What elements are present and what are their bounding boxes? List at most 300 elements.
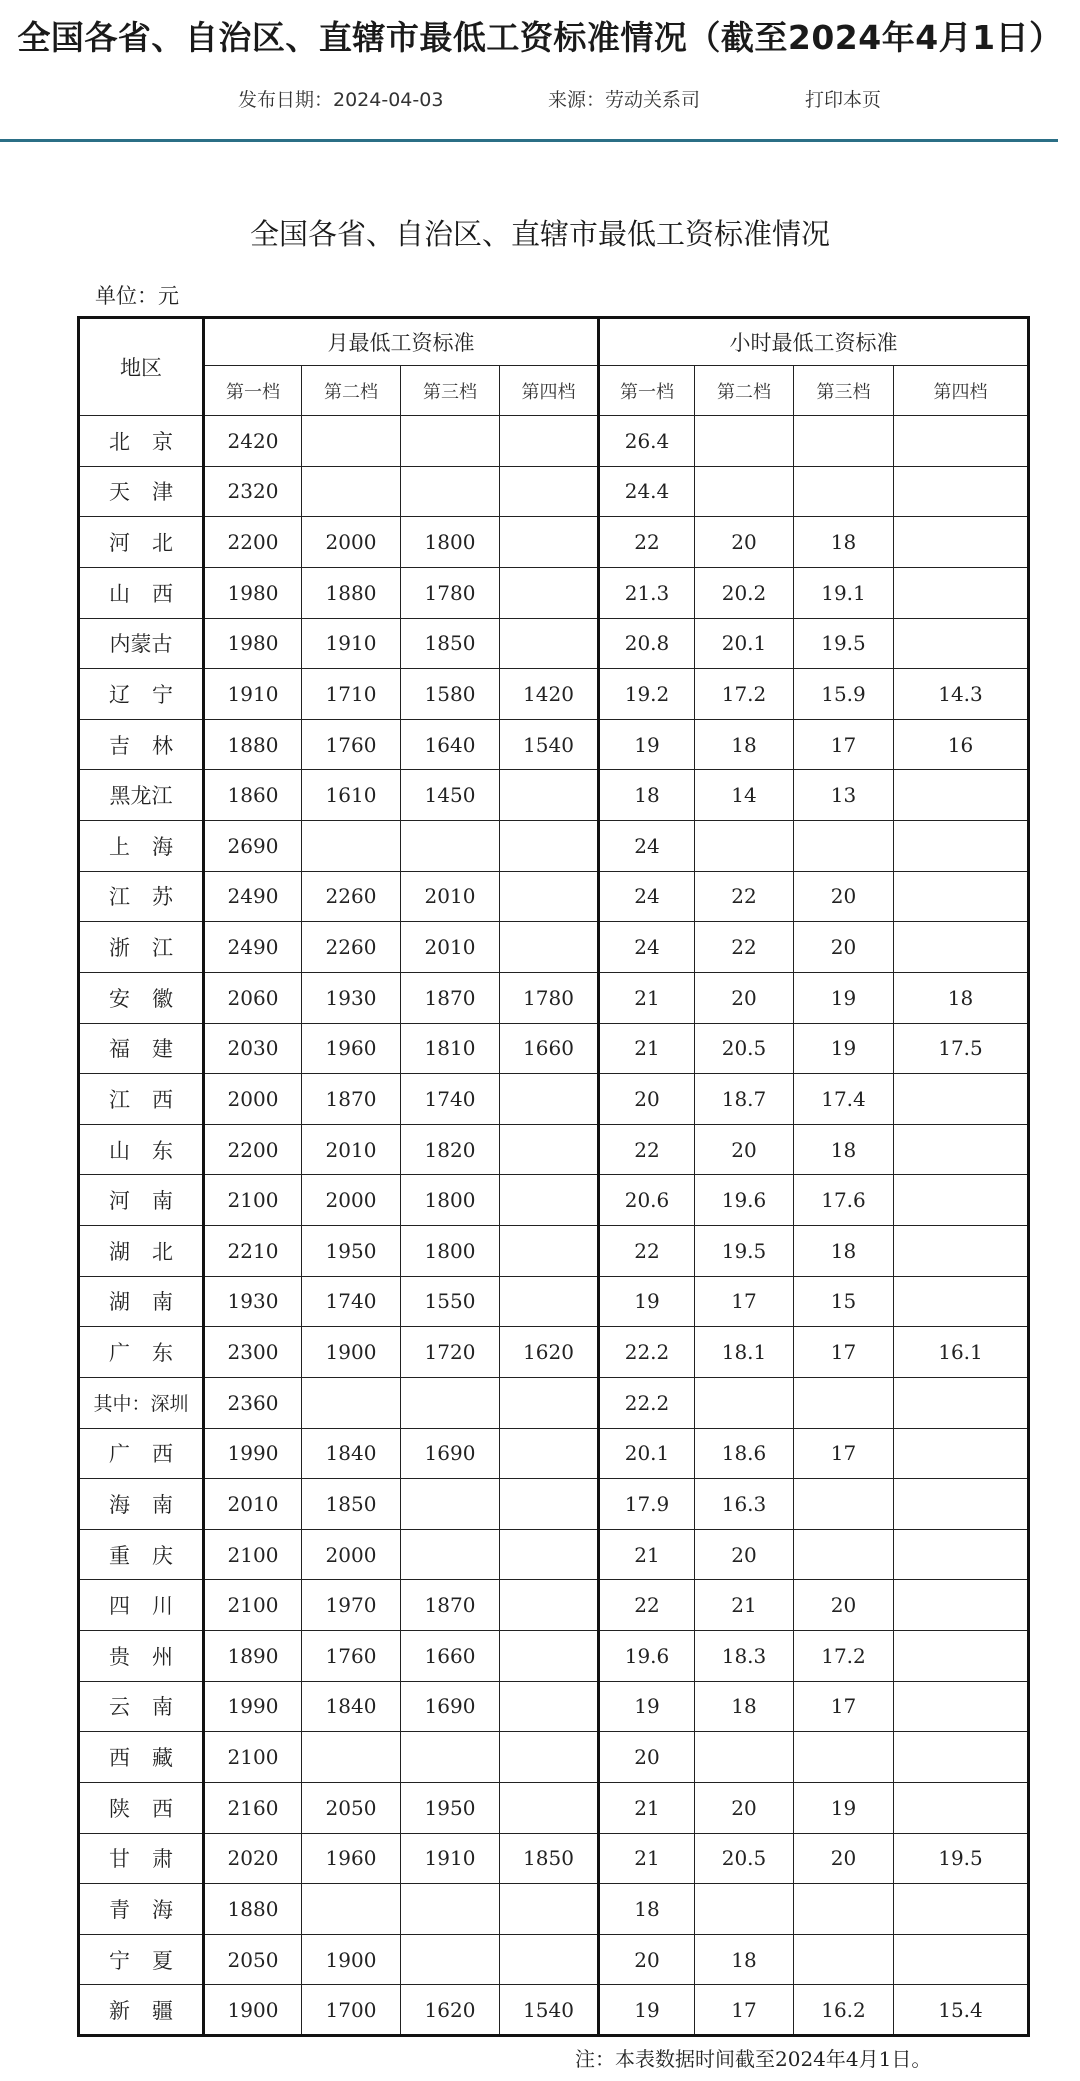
monthly-tier-4-cell xyxy=(500,1732,599,1783)
hourly-tier-1-cell: 18 xyxy=(599,770,695,821)
unit-label: 单位：元 xyxy=(95,284,179,308)
hourly-tier-2-cell: 19.6 xyxy=(695,1175,794,1226)
hourly-tier-4-cell xyxy=(894,1529,1029,1580)
monthly-tier-4-cell: 1660 xyxy=(500,1023,599,1074)
hourly-tier-3-cell xyxy=(794,1884,894,1935)
monthly-tier-1-cell: 1930 xyxy=(204,1276,302,1327)
hourly-tier-2-cell: 18 xyxy=(695,719,794,770)
monthly-tier-4-cell xyxy=(500,1782,599,1833)
hourly-tier-4-cell xyxy=(894,1276,1029,1327)
region-cell: 江苏 xyxy=(79,871,204,922)
monthly-tier-3-cell: 1800 xyxy=(401,517,500,568)
hourly-tier-2-cell: 18.7 xyxy=(695,1074,794,1125)
hourly-tier-2-cell: 20.5 xyxy=(695,1833,794,1884)
monthly-tier-2-cell xyxy=(302,821,401,872)
monthly-tier-4-cell xyxy=(500,1884,599,1935)
hourly-tier-2-cell: 20.5 xyxy=(695,1023,794,1074)
hourly-tier-4-cell xyxy=(894,821,1029,872)
monthly-tier-2-cell: 1910 xyxy=(302,618,401,669)
hourly-tier-3-cell: 18 xyxy=(794,1124,894,1175)
monthly-tier-4-header: 第四档 xyxy=(500,366,599,416)
hourly-tier-2-cell: 18.1 xyxy=(695,1327,794,1378)
hourly-tier-3-cell: 19.1 xyxy=(794,567,894,618)
region-column-header: 地区 xyxy=(79,318,204,416)
monthly-tier-2-cell: 2000 xyxy=(302,1175,401,1226)
region-cell: 广东 xyxy=(79,1327,204,1378)
monthly-tier-1-cell: 2100 xyxy=(204,1732,302,1783)
monthly-tier-4-cell xyxy=(500,466,599,517)
hourly-tier-4-cell xyxy=(894,1631,1029,1682)
hourly-tier-1-cell: 22.2 xyxy=(599,1377,695,1428)
monthly-tier-2-cell: 1840 xyxy=(302,1681,401,1732)
monthly-tier-3-cell: 1800 xyxy=(401,1175,500,1226)
hourly-tier-2-cell: 20 xyxy=(695,1529,794,1580)
monthly-tier-3-cell xyxy=(401,1732,500,1783)
hourly-tier-2-cell: 16.3 xyxy=(695,1479,794,1530)
monthly-tier-3-cell: 1550 xyxy=(401,1276,500,1327)
monthly-tier-4-cell xyxy=(500,821,599,872)
table-body xyxy=(79,416,1029,2036)
monthly-tier-2-cell: 1960 xyxy=(302,1023,401,1074)
region-cell: 安徽 xyxy=(79,972,204,1023)
hourly-tier-1-cell: 22 xyxy=(599,1226,695,1277)
monthly-tier-2-cell: 1930 xyxy=(302,972,401,1023)
monthly-tier-4-cell xyxy=(500,1934,599,1985)
monthly-tier-1-header: 第一档 xyxy=(204,366,302,416)
monthly-tier-2-cell: 1610 xyxy=(302,770,401,821)
monthly-tier-3-cell: 2010 xyxy=(401,922,500,973)
monthly-tier-2-cell xyxy=(302,1377,401,1428)
region-cell: 黑龙江 xyxy=(79,770,204,821)
table-row xyxy=(79,1327,1029,1378)
header-divider xyxy=(0,139,1058,142)
monthly-tier-2-cell: 1840 xyxy=(302,1428,401,1479)
hourly-tier-1-cell: 22 xyxy=(599,1124,695,1175)
monthly-tier-1-cell: 2420 xyxy=(204,416,302,467)
hourly-tier-2-cell: 20 xyxy=(695,1782,794,1833)
hourly-tier-4-cell xyxy=(894,1884,1029,1935)
hourly-tier-2-cell: 20 xyxy=(695,972,794,1023)
hourly-tier-4-cell xyxy=(894,1580,1029,1631)
monthly-tier-3-cell: 1850 xyxy=(401,618,500,669)
region-cell: 湖南 xyxy=(79,1276,204,1327)
monthly-tier-3-cell: 1780 xyxy=(401,567,500,618)
hourly-tier-1-cell: 20.8 xyxy=(599,618,695,669)
monthly-tier-3-cell: 1800 xyxy=(401,1226,500,1277)
monthly-tier-4-cell: 1540 xyxy=(500,1985,599,2036)
region-cell: 河南 xyxy=(79,1175,204,1226)
table-row xyxy=(79,1023,1029,1074)
page-title: 全国各省、自治区、直辖市最低工资标准情况（截至2024年4月1日） xyxy=(17,18,1063,57)
region-cell: 上海 xyxy=(79,821,204,872)
region-cell: 新疆 xyxy=(79,1985,204,2036)
region-cell: 其中：深圳 xyxy=(79,1377,204,1428)
hourly-tier-3-cell: 20 xyxy=(794,1833,894,1884)
table-row xyxy=(79,972,1029,1023)
hourly-tier-1-cell: 22 xyxy=(599,1580,695,1631)
monthly-tier-1-cell: 1880 xyxy=(204,1884,302,1935)
hourly-tier-2-cell: 19.5 xyxy=(695,1226,794,1277)
monthly-tier-1-cell: 1890 xyxy=(204,1631,302,1682)
monthly-tier-3-cell xyxy=(401,1884,500,1935)
region-cell: 宁夏 xyxy=(79,1934,204,1985)
hourly-tier-2-cell xyxy=(695,466,794,517)
publish-date: 发布日期：2024-04-03 xyxy=(238,89,444,111)
hourly-tier-3-cell: 17 xyxy=(794,1681,894,1732)
monthly-tier-1-cell: 1880 xyxy=(204,719,302,770)
region-cell: 云南 xyxy=(79,1681,204,1732)
hourly-tier-1-cell: 19.6 xyxy=(599,1631,695,1682)
hourly-tier-2-cell: 17 xyxy=(695,1985,794,2036)
hourly-tier-1-cell: 20 xyxy=(599,1732,695,1783)
hourly-tier-1-cell: 21 xyxy=(599,1023,695,1074)
hourly-tier-1-cell: 19 xyxy=(599,1681,695,1732)
hourly-tier-1-cell: 17.9 xyxy=(599,1479,695,1530)
hourly-tier-1-cell: 22.2 xyxy=(599,1327,695,1378)
hourly-tier-3-cell xyxy=(794,416,894,467)
hourly-tier-2-cell: 20 xyxy=(695,517,794,568)
print-page-link[interactable]: 打印本页 xyxy=(805,89,882,111)
region-cell: 贵州 xyxy=(79,1631,204,1682)
hourly-tier-4-cell xyxy=(894,770,1029,821)
monthly-tier-3-cell: 1910 xyxy=(401,1833,500,1884)
region-cell: 吉林 xyxy=(79,719,204,770)
monthly-tier-3-cell: 1450 xyxy=(401,770,500,821)
table-row xyxy=(79,1124,1029,1175)
hourly-tier-1-cell: 19 xyxy=(599,1985,695,2036)
hourly-tier-2-cell: 18 xyxy=(695,1934,794,1985)
monthly-tier-4-cell xyxy=(500,1580,599,1631)
monthly-tier-1-cell: 1900 xyxy=(204,1985,302,2036)
hourly-tier-4-cell xyxy=(894,1175,1029,1226)
monthly-tier-1-cell: 2010 xyxy=(204,1479,302,1530)
monthly-tier-1-cell: 2100 xyxy=(204,1175,302,1226)
hourly-tier-4-cell xyxy=(894,1782,1029,1833)
monthly-tier-1-cell: 2100 xyxy=(204,1529,302,1580)
hourly-tier-4-cell: 17.5 xyxy=(894,1023,1029,1074)
monthly-group-header: 月最低工资标准 xyxy=(204,318,599,366)
monthly-tier-1-cell: 2030 xyxy=(204,1023,302,1074)
hourly-tier-4-cell xyxy=(894,1934,1029,1985)
hourly-tier-3-cell: 20 xyxy=(794,922,894,973)
hourly-tier-1-cell: 21.3 xyxy=(599,567,695,618)
hourly-tier-1-cell: 21 xyxy=(599,972,695,1023)
hourly-tier-2-cell xyxy=(695,1884,794,1935)
header-row-groups xyxy=(79,318,1029,366)
table-row xyxy=(79,618,1029,669)
region-cell: 河北 xyxy=(79,517,204,568)
table-row xyxy=(79,517,1029,568)
hourly-tier-2-cell xyxy=(695,416,794,467)
region-cell: 内蒙古 xyxy=(79,618,204,669)
table-row xyxy=(79,1377,1029,1428)
monthly-tier-1-cell: 2050 xyxy=(204,1934,302,1985)
monthly-tier-4-cell: 1540 xyxy=(500,719,599,770)
monthly-tier-4-cell xyxy=(500,1631,599,1682)
monthly-tier-1-cell: 2300 xyxy=(204,1327,302,1378)
region-cell: 四川 xyxy=(79,1580,204,1631)
monthly-tier-3-cell xyxy=(401,1377,500,1428)
hourly-tier-2-cell xyxy=(695,821,794,872)
monthly-tier-3-cell: 1740 xyxy=(401,1074,500,1125)
monthly-tier-1-cell: 2160 xyxy=(204,1782,302,1833)
monthly-tier-1-cell: 2360 xyxy=(204,1377,302,1428)
monthly-tier-4-cell: 1780 xyxy=(500,972,599,1023)
region-cell: 山西 xyxy=(79,567,204,618)
table-row xyxy=(79,1681,1029,1732)
hourly-tier-2-cell: 21 xyxy=(695,1580,794,1631)
monthly-tier-4-cell xyxy=(500,922,599,973)
monthly-tier-3-cell xyxy=(401,416,500,467)
monthly-tier-4-cell xyxy=(500,517,599,568)
monthly-tier-2-cell: 1960 xyxy=(302,1833,401,1884)
hourly-tier-3-cell: 19 xyxy=(794,1023,894,1074)
monthly-tier-4-cell xyxy=(500,567,599,618)
region-cell: 湖北 xyxy=(79,1226,204,1277)
monthly-tier-2-cell: 1850 xyxy=(302,1479,401,1530)
monthly-tier-1-cell: 2060 xyxy=(204,972,302,1023)
monthly-tier-1-cell: 2200 xyxy=(204,517,302,568)
region-cell: 山东 xyxy=(79,1124,204,1175)
monthly-tier-3-cell: 1810 xyxy=(401,1023,500,1074)
monthly-tier-4-cell xyxy=(500,1529,599,1580)
hourly-tier-2-cell: 18.6 xyxy=(695,1428,794,1479)
table-row xyxy=(79,669,1029,720)
monthly-tier-1-cell: 2690 xyxy=(204,821,302,872)
monthly-tier-2-cell: 2000 xyxy=(302,517,401,568)
hourly-tier-3-cell: 19 xyxy=(794,972,894,1023)
monthly-tier-2-cell: 1900 xyxy=(302,1934,401,1985)
table-row xyxy=(79,1884,1029,1935)
table-row xyxy=(79,1782,1029,1833)
region-cell: 辽宁 xyxy=(79,669,204,720)
hourly-tier-3-cell xyxy=(794,1529,894,1580)
hourly-tier-4-cell xyxy=(894,618,1029,669)
table-row xyxy=(79,416,1029,467)
table-row xyxy=(79,1529,1029,1580)
monthly-tier-4-cell xyxy=(500,1124,599,1175)
table-row xyxy=(79,1833,1029,1884)
hourly-tier-4-cell xyxy=(894,871,1029,922)
monthly-tier-2-cell xyxy=(302,1732,401,1783)
monthly-tier-2-cell: 1760 xyxy=(302,1631,401,1682)
hourly-tier-1-cell: 19 xyxy=(599,719,695,770)
hourly-tier-2-cell: 20.1 xyxy=(695,618,794,669)
source-label: 来源：劳动关系司 xyxy=(548,89,701,111)
table-row xyxy=(79,1985,1029,2036)
monthly-tier-4-cell xyxy=(500,871,599,922)
hourly-tier-4-cell: 16 xyxy=(894,719,1029,770)
hourly-tier-4-cell: 19.5 xyxy=(894,1833,1029,1884)
hourly-tier-1-cell: 24 xyxy=(599,871,695,922)
monthly-tier-3-cell: 2010 xyxy=(401,871,500,922)
monthly-tier-2-cell xyxy=(302,466,401,517)
hourly-tier-1-cell: 21 xyxy=(599,1833,695,1884)
hourly-tier-3-cell xyxy=(794,821,894,872)
hourly-tier-1-cell: 24 xyxy=(599,821,695,872)
monthly-tier-3-cell: 1690 xyxy=(401,1681,500,1732)
monthly-tier-3-cell: 1950 xyxy=(401,1782,500,1833)
hourly-tier-4-cell xyxy=(894,1124,1029,1175)
monthly-tier-4-cell: 1850 xyxy=(500,1833,599,1884)
monthly-tier-4-cell xyxy=(500,770,599,821)
monthly-tier-2-cell: 1710 xyxy=(302,669,401,720)
hourly-tier-4-cell xyxy=(894,1681,1029,1732)
hourly-tier-3-cell xyxy=(794,1934,894,1985)
monthly-tier-3-cell: 1640 xyxy=(401,719,500,770)
hourly-tier-2-cell: 17 xyxy=(695,1276,794,1327)
hourly-tier-2-cell xyxy=(695,1732,794,1783)
hourly-tier-1-cell: 19 xyxy=(599,1276,695,1327)
hourly-tier-2-cell: 22 xyxy=(695,922,794,973)
monthly-tier-2-cell: 2050 xyxy=(302,1782,401,1833)
region-cell: 广西 xyxy=(79,1428,204,1479)
hourly-tier-1-cell: 24.4 xyxy=(599,466,695,517)
monthly-tier-1-cell: 1980 xyxy=(204,567,302,618)
hourly-tier-4-cell xyxy=(894,416,1029,467)
hourly-tier-3-cell: 17 xyxy=(794,1428,894,1479)
hourly-tier-2-cell: 20.2 xyxy=(695,567,794,618)
monthly-tier-4-cell xyxy=(500,618,599,669)
hourly-tier-2-cell xyxy=(695,1377,794,1428)
monthly-tier-1-cell: 1990 xyxy=(204,1681,302,1732)
monthly-tier-2-cell: 1760 xyxy=(302,719,401,770)
monthly-tier-2-cell: 2010 xyxy=(302,1124,401,1175)
region-cell: 北京 xyxy=(79,416,204,467)
hourly-tier-3-cell: 17.2 xyxy=(794,1631,894,1682)
hourly-tier-2-cell: 14 xyxy=(695,770,794,821)
hourly-tier-3-cell: 18 xyxy=(794,517,894,568)
monthly-tier-2-cell: 1700 xyxy=(302,1985,401,2036)
monthly-tier-3-header: 第三档 xyxy=(401,366,500,416)
region-cell: 天津 xyxy=(79,466,204,517)
hourly-tier-4-cell xyxy=(894,1226,1029,1277)
monthly-tier-1-cell: 1980 xyxy=(204,618,302,669)
hourly-tier-3-cell: 18 xyxy=(794,1226,894,1277)
monthly-tier-1-cell: 2490 xyxy=(204,871,302,922)
monthly-tier-4-cell xyxy=(500,1428,599,1479)
monthly-tier-4-cell xyxy=(500,1377,599,1428)
footnote: 注：本表数据时间截至2024年4月1日。 xyxy=(575,2047,932,2071)
table-row xyxy=(79,871,1029,922)
monthly-tier-2-header: 第二档 xyxy=(302,366,401,416)
hourly-tier-3-cell: 16.2 xyxy=(794,1985,894,2036)
table-row xyxy=(79,1276,1029,1327)
monthly-tier-3-cell: 1720 xyxy=(401,1327,500,1378)
hourly-tier-4-cell: 14.3 xyxy=(894,669,1029,720)
hourly-group-header: 小时最低工资标准 xyxy=(599,318,1029,366)
hourly-tier-4-cell xyxy=(894,922,1029,973)
table-row xyxy=(79,567,1029,618)
hourly-tier-1-cell: 19.2 xyxy=(599,669,695,720)
monthly-tier-1-cell: 2320 xyxy=(204,466,302,517)
monthly-tier-4-cell xyxy=(500,1681,599,1732)
hourly-tier-4-cell xyxy=(894,1732,1029,1783)
hourly-tier-4-cell xyxy=(894,517,1029,568)
monthly-tier-2-cell: 1880 xyxy=(302,567,401,618)
monthly-tier-1-cell: 2020 xyxy=(204,1833,302,1884)
table-row xyxy=(79,1226,1029,1277)
hourly-tier-4-cell: 18 xyxy=(894,972,1029,1023)
hourly-tier-4-cell: 16.1 xyxy=(894,1327,1029,1378)
region-cell: 甘肃 xyxy=(79,1833,204,1884)
monthly-tier-2-cell: 1870 xyxy=(302,1074,401,1125)
hourly-tier-3-cell: 17 xyxy=(794,719,894,770)
hourly-tier-3-cell: 13 xyxy=(794,770,894,821)
hourly-tier-2-cell: 18 xyxy=(695,1681,794,1732)
hourly-tier-4-cell xyxy=(894,567,1029,618)
table-row xyxy=(79,466,1029,517)
hourly-tier-1-cell: 24 xyxy=(599,922,695,973)
table-row xyxy=(79,1074,1029,1125)
monthly-tier-3-cell: 1580 xyxy=(401,669,500,720)
table-title: 全国各省、自治区、直辖市最低工资标准情况 xyxy=(249,217,830,251)
monthly-tier-2-cell: 2260 xyxy=(302,871,401,922)
hourly-tier-4-cell xyxy=(894,1074,1029,1125)
monthly-tier-4-cell xyxy=(500,1226,599,1277)
table-row xyxy=(79,1428,1029,1479)
hourly-tier-1-cell: 26.4 xyxy=(599,416,695,467)
monthly-tier-1-cell: 2100 xyxy=(204,1580,302,1631)
monthly-tier-4-cell xyxy=(500,1074,599,1125)
hourly-tier-3-header: 第三档 xyxy=(794,366,894,416)
monthly-tier-2-cell xyxy=(302,1884,401,1935)
minimum-wage-table xyxy=(77,316,1030,2037)
table-row xyxy=(79,821,1029,872)
table-row xyxy=(79,1175,1029,1226)
hourly-tier-1-cell: 20.6 xyxy=(599,1175,695,1226)
table-row xyxy=(79,1732,1029,1783)
monthly-tier-4-cell xyxy=(500,416,599,467)
table-row xyxy=(79,719,1029,770)
table-row xyxy=(79,1631,1029,1682)
hourly-tier-1-cell: 20 xyxy=(599,1074,695,1125)
monthly-tier-3-cell xyxy=(401,1529,500,1580)
monthly-tier-3-cell: 1870 xyxy=(401,972,500,1023)
hourly-tier-3-cell xyxy=(794,1732,894,1783)
monthly-tier-1-cell: 1990 xyxy=(204,1428,302,1479)
region-cell: 海南 xyxy=(79,1479,204,1530)
hourly-tier-3-cell xyxy=(794,1377,894,1428)
monthly-tier-1-cell: 2210 xyxy=(204,1226,302,1277)
region-cell: 福建 xyxy=(79,1023,204,1074)
monthly-tier-2-cell xyxy=(302,416,401,467)
hourly-tier-4-cell xyxy=(894,1428,1029,1479)
monthly-tier-3-cell: 1620 xyxy=(401,1985,500,2036)
hourly-tier-3-cell: 17 xyxy=(794,1327,894,1378)
region-cell: 陕西 xyxy=(79,1782,204,1833)
region-cell: 江西 xyxy=(79,1074,204,1125)
monthly-tier-2-cell: 1740 xyxy=(302,1276,401,1327)
hourly-tier-3-cell: 17.6 xyxy=(794,1175,894,1226)
region-cell: 青海 xyxy=(79,1884,204,1935)
region-cell: 浙江 xyxy=(79,922,204,973)
hourly-tier-1-cell: 20 xyxy=(599,1934,695,1985)
hourly-tier-3-cell: 15 xyxy=(794,1276,894,1327)
monthly-tier-3-cell: 1660 xyxy=(401,1631,500,1682)
hourly-tier-1-header: 第一档 xyxy=(599,366,695,416)
monthly-tier-3-cell xyxy=(401,1479,500,1530)
monthly-tier-4-cell xyxy=(500,1479,599,1530)
hourly-tier-4-cell xyxy=(894,1479,1029,1530)
hourly-tier-4-cell: 15.4 xyxy=(894,1985,1029,2036)
hourly-tier-3-cell xyxy=(794,1479,894,1530)
table-row xyxy=(79,1479,1029,1530)
hourly-tier-3-cell: 20 xyxy=(794,871,894,922)
hourly-tier-1-cell: 21 xyxy=(599,1782,695,1833)
monthly-tier-2-cell: 1970 xyxy=(302,1580,401,1631)
monthly-tier-4-cell: 1420 xyxy=(500,669,599,720)
